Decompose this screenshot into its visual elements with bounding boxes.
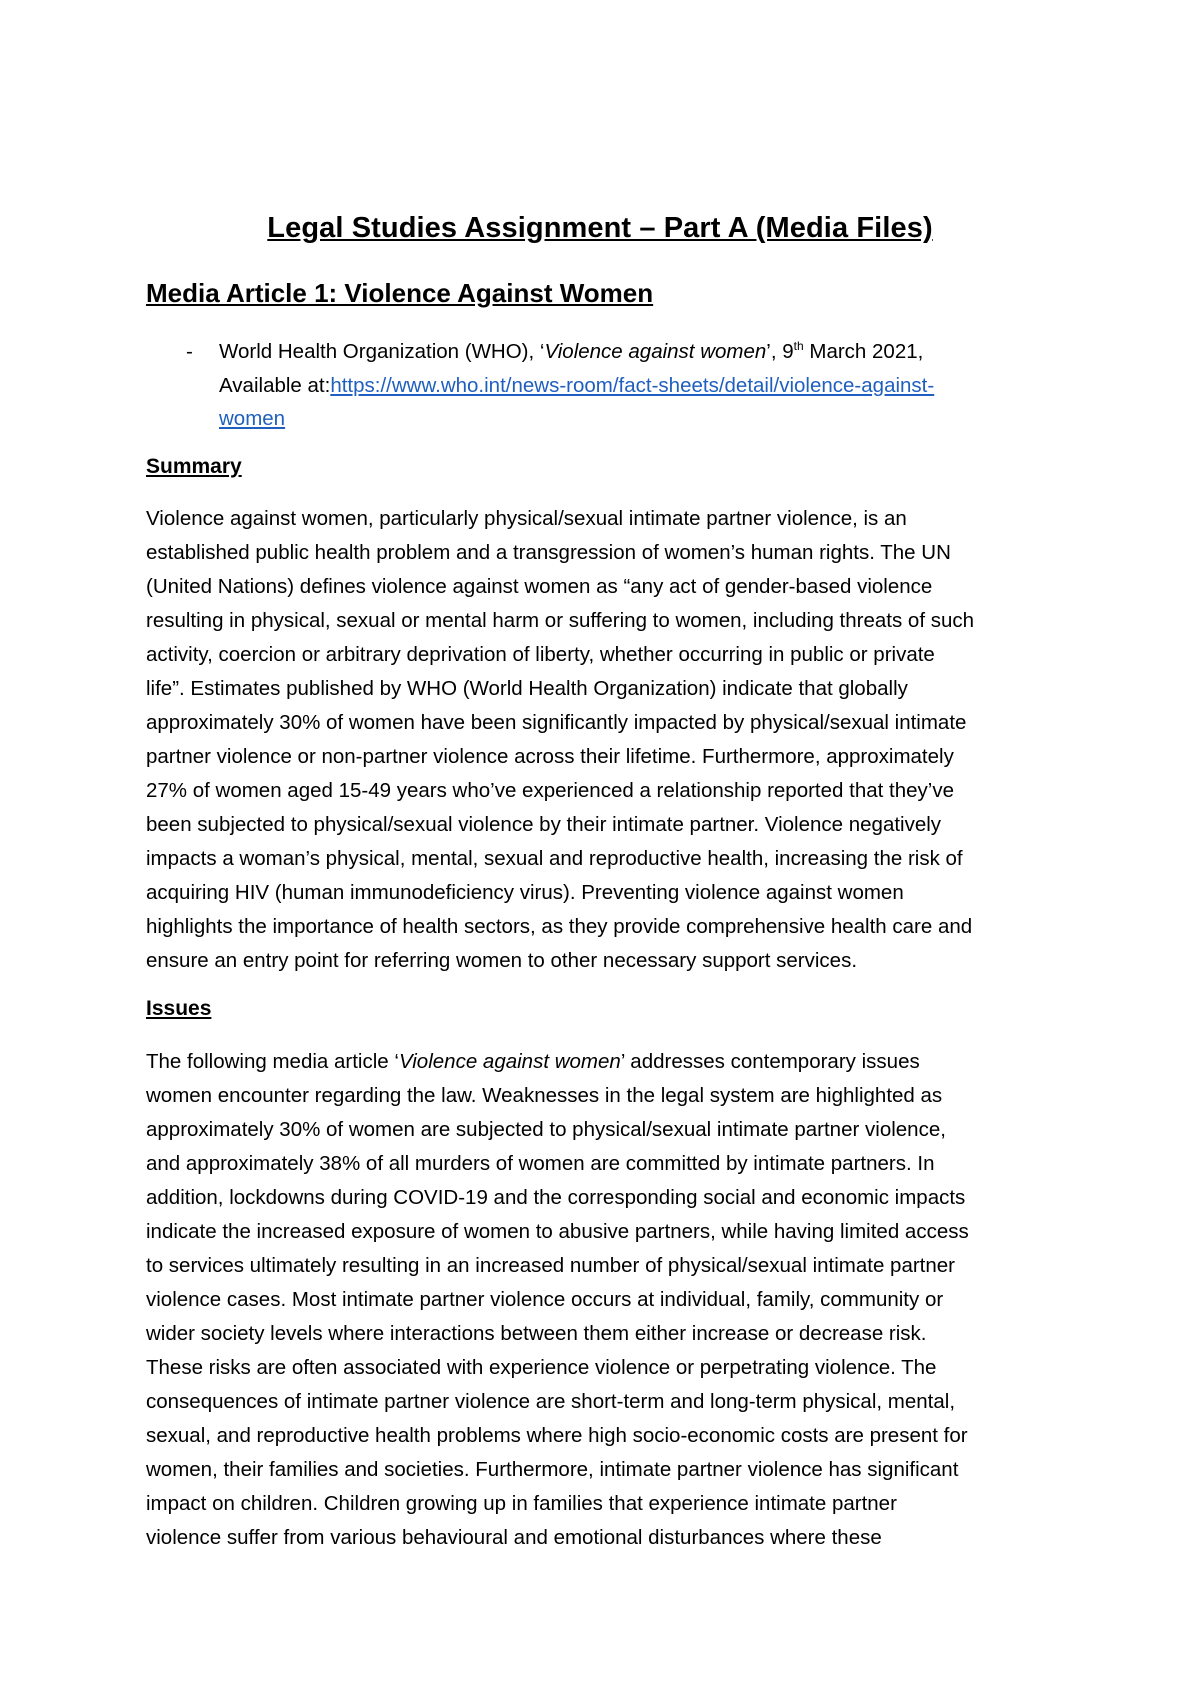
reference-date-suffix: th xyxy=(793,339,804,354)
paragraph-line: consequences of intimate partner violence are short-term and long-term physical, mental, xyxy=(146,1390,956,1413)
paragraph-line: 27% of women aged 15-49 years who’ve experienced a relationship reported that they’ve xyxy=(146,779,954,802)
paragraph-line: addition, lockdowns during COVID-19 and the corresponding social and economic impacts xyxy=(146,1186,966,1209)
paragraph-line: and approximately 38% of all murders of women are committed by intimate partners. In xyxy=(146,1152,935,1175)
reference-list-item xyxy=(146,335,1046,436)
paragraph-line: women encounter regarding the law. Weaknesses in the legal system are highlighted as xyxy=(146,1084,943,1107)
paragraph-line: established public health problem and a transgression of women’s human rights. The UN xyxy=(146,541,951,564)
paragraph-line: been subjected to physical/sexual violence by their intimate partner. Violence negatively xyxy=(146,813,942,836)
available-at-label: Available at: xyxy=(219,373,331,397)
reference-link-line1: https://www.who.int/news-room/fact-sheets/detail/violence-against- xyxy=(330,373,935,397)
paragraph-line: life”. Estimates published by WHO (World Health Organization) indicate that globally xyxy=(146,677,908,700)
paragraph-line: These risks are often associated with experience violence or perpetrating violence. The xyxy=(146,1356,937,1379)
reference-date-rest: March 2021, xyxy=(803,340,924,363)
reference-text xyxy=(219,335,1046,436)
issues-line-end: ’ addresses contemporary issues xyxy=(620,1050,920,1073)
reference-source: World Health Organization (WHO), ‘ xyxy=(219,340,545,363)
paragraph-line: (United Nations) defines violence against women as “any act of gender-based violence xyxy=(146,575,933,598)
paragraph-line: approximately 30% of women are subjected to physical/sexual intimate partner violence, xyxy=(146,1118,946,1141)
list-bullet: - xyxy=(186,340,193,363)
page-title: Legal Studies Assignment – Part A (Media Files) xyxy=(267,212,933,244)
paragraph-line: to services ultimately resulting in an increased number of physical/sexual intimate partner xyxy=(146,1254,955,1277)
issues-paragraph xyxy=(146,1045,1058,1555)
reference-after-title: ’, 9 xyxy=(766,340,794,363)
paragraph-line xyxy=(146,1045,1058,1079)
paragraph-line: activity, coercion or arbitrary deprivation of liberty, whether occurring in public or private xyxy=(146,643,935,666)
paragraph-line: ensure an entry point for referring women to other necessary support services. xyxy=(146,949,858,972)
paragraph-line: partner violence or non-partner violence across their lifetime. Furthermore, approximately xyxy=(146,745,954,768)
paragraph-line: resulting in physical, sexual or mental harm or suffering to women, including threats of such xyxy=(146,609,975,632)
paragraph-line: highlights the importance of health sectors, as they provide comprehensive health care and xyxy=(146,915,973,938)
reference-link-line2: women xyxy=(219,407,286,430)
paragraph-line: violence cases. Most intimate partner violence occurs at individual, family, community or xyxy=(146,1288,944,1311)
article-heading: Media Article 1: Violence Against Women xyxy=(146,278,654,308)
summary-paragraph xyxy=(146,502,1058,978)
paragraph-line: violence suffer from various behavioural and emotional disturbances where these xyxy=(146,1526,882,1549)
summary-heading: Summary xyxy=(146,455,242,478)
paragraph-line: impacts a woman’s physical, mental, sexual and reproductive health, increasing the risk of xyxy=(146,847,963,870)
issues-article-title: Violence against women xyxy=(398,1050,621,1073)
paragraph-line: Violence against women, particularly physical/sexual intimate partner violence, is an xyxy=(146,507,907,530)
reference-article-title: Violence against women xyxy=(544,340,767,363)
paragraph-line: approximately 30% of women have been significantly impacted by physical/sexual intimate xyxy=(146,711,967,734)
paragraph-line: wider society levels where interactions between them either increase or decrease risk. xyxy=(146,1322,927,1345)
paragraph-line: acquiring HIV (human immunodeficiency virus). Preventing violence against women xyxy=(146,881,904,904)
paragraph-line: impact on children. Children growing up in families that experience intimate partner xyxy=(146,1492,897,1515)
issues-line-start: The following media article ‘ xyxy=(146,1050,399,1073)
paragraph-line: women, their families and societies. Furthermore, intimate partner violence has significant xyxy=(146,1458,959,1481)
paragraph-line: indicate the increased exposure of women to abusive partners, while having limited access xyxy=(146,1220,969,1243)
paragraph-line: sexual, and reproductive health problems where high socio-economic costs are present for xyxy=(146,1424,968,1447)
issues-heading: Issues xyxy=(146,997,212,1020)
